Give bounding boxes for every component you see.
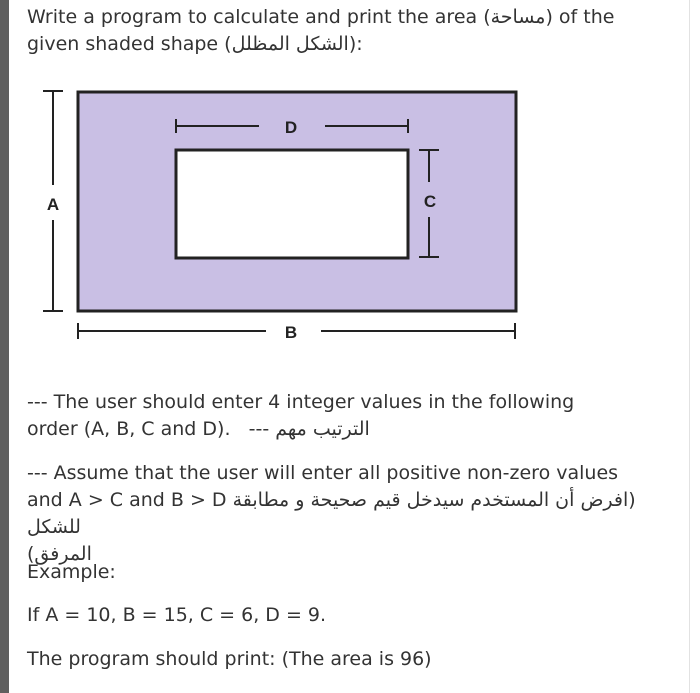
note2-condition: and A > C and B > D [27,489,227,511]
example-input: If A = 10, B = 15, C = 6, D = 9. [27,604,327,626]
title-line-1: Write a program to calculate and print the area (مساحة) of the [27,6,615,28]
example-label: Example: [27,561,116,583]
label-b: B [284,323,298,342]
note1-line-1: --- The user should enter 4 integer values in the following [27,391,575,413]
shape-diagram [41,85,541,355]
question-title [27,4,677,58]
label-d: D [284,118,298,137]
note-assumptions [27,460,677,568]
example-output: The program should print: (The area is 96) [27,648,432,670]
note-input-order [27,389,677,443]
label-a: A [46,195,60,214]
title-line-2: given shaded shape (الشكل المظلل): [27,33,363,55]
note1-line-2 [27,416,677,443]
note2-arabic-2: المرفق) [27,543,92,565]
note1-arabic: الترتيب مهم [275,418,370,440]
left-border [0,0,9,693]
note2-line-2 [27,487,677,541]
note1-order-text: order (A, B, C and D). [27,418,231,440]
note2-arabic-1: (افرض أن المستخدم سيدخل قيم صحيحة و مطابقة للشكل [27,489,636,538]
inner-rectangle [176,150,408,258]
label-c: C [423,192,437,211]
note2-line-1: --- Assume that the user will enter all positive non-zero values [27,462,619,484]
note1-dashes: --- [248,418,270,440]
shaded-shape-figure [41,85,541,355]
right-border [689,0,690,693]
